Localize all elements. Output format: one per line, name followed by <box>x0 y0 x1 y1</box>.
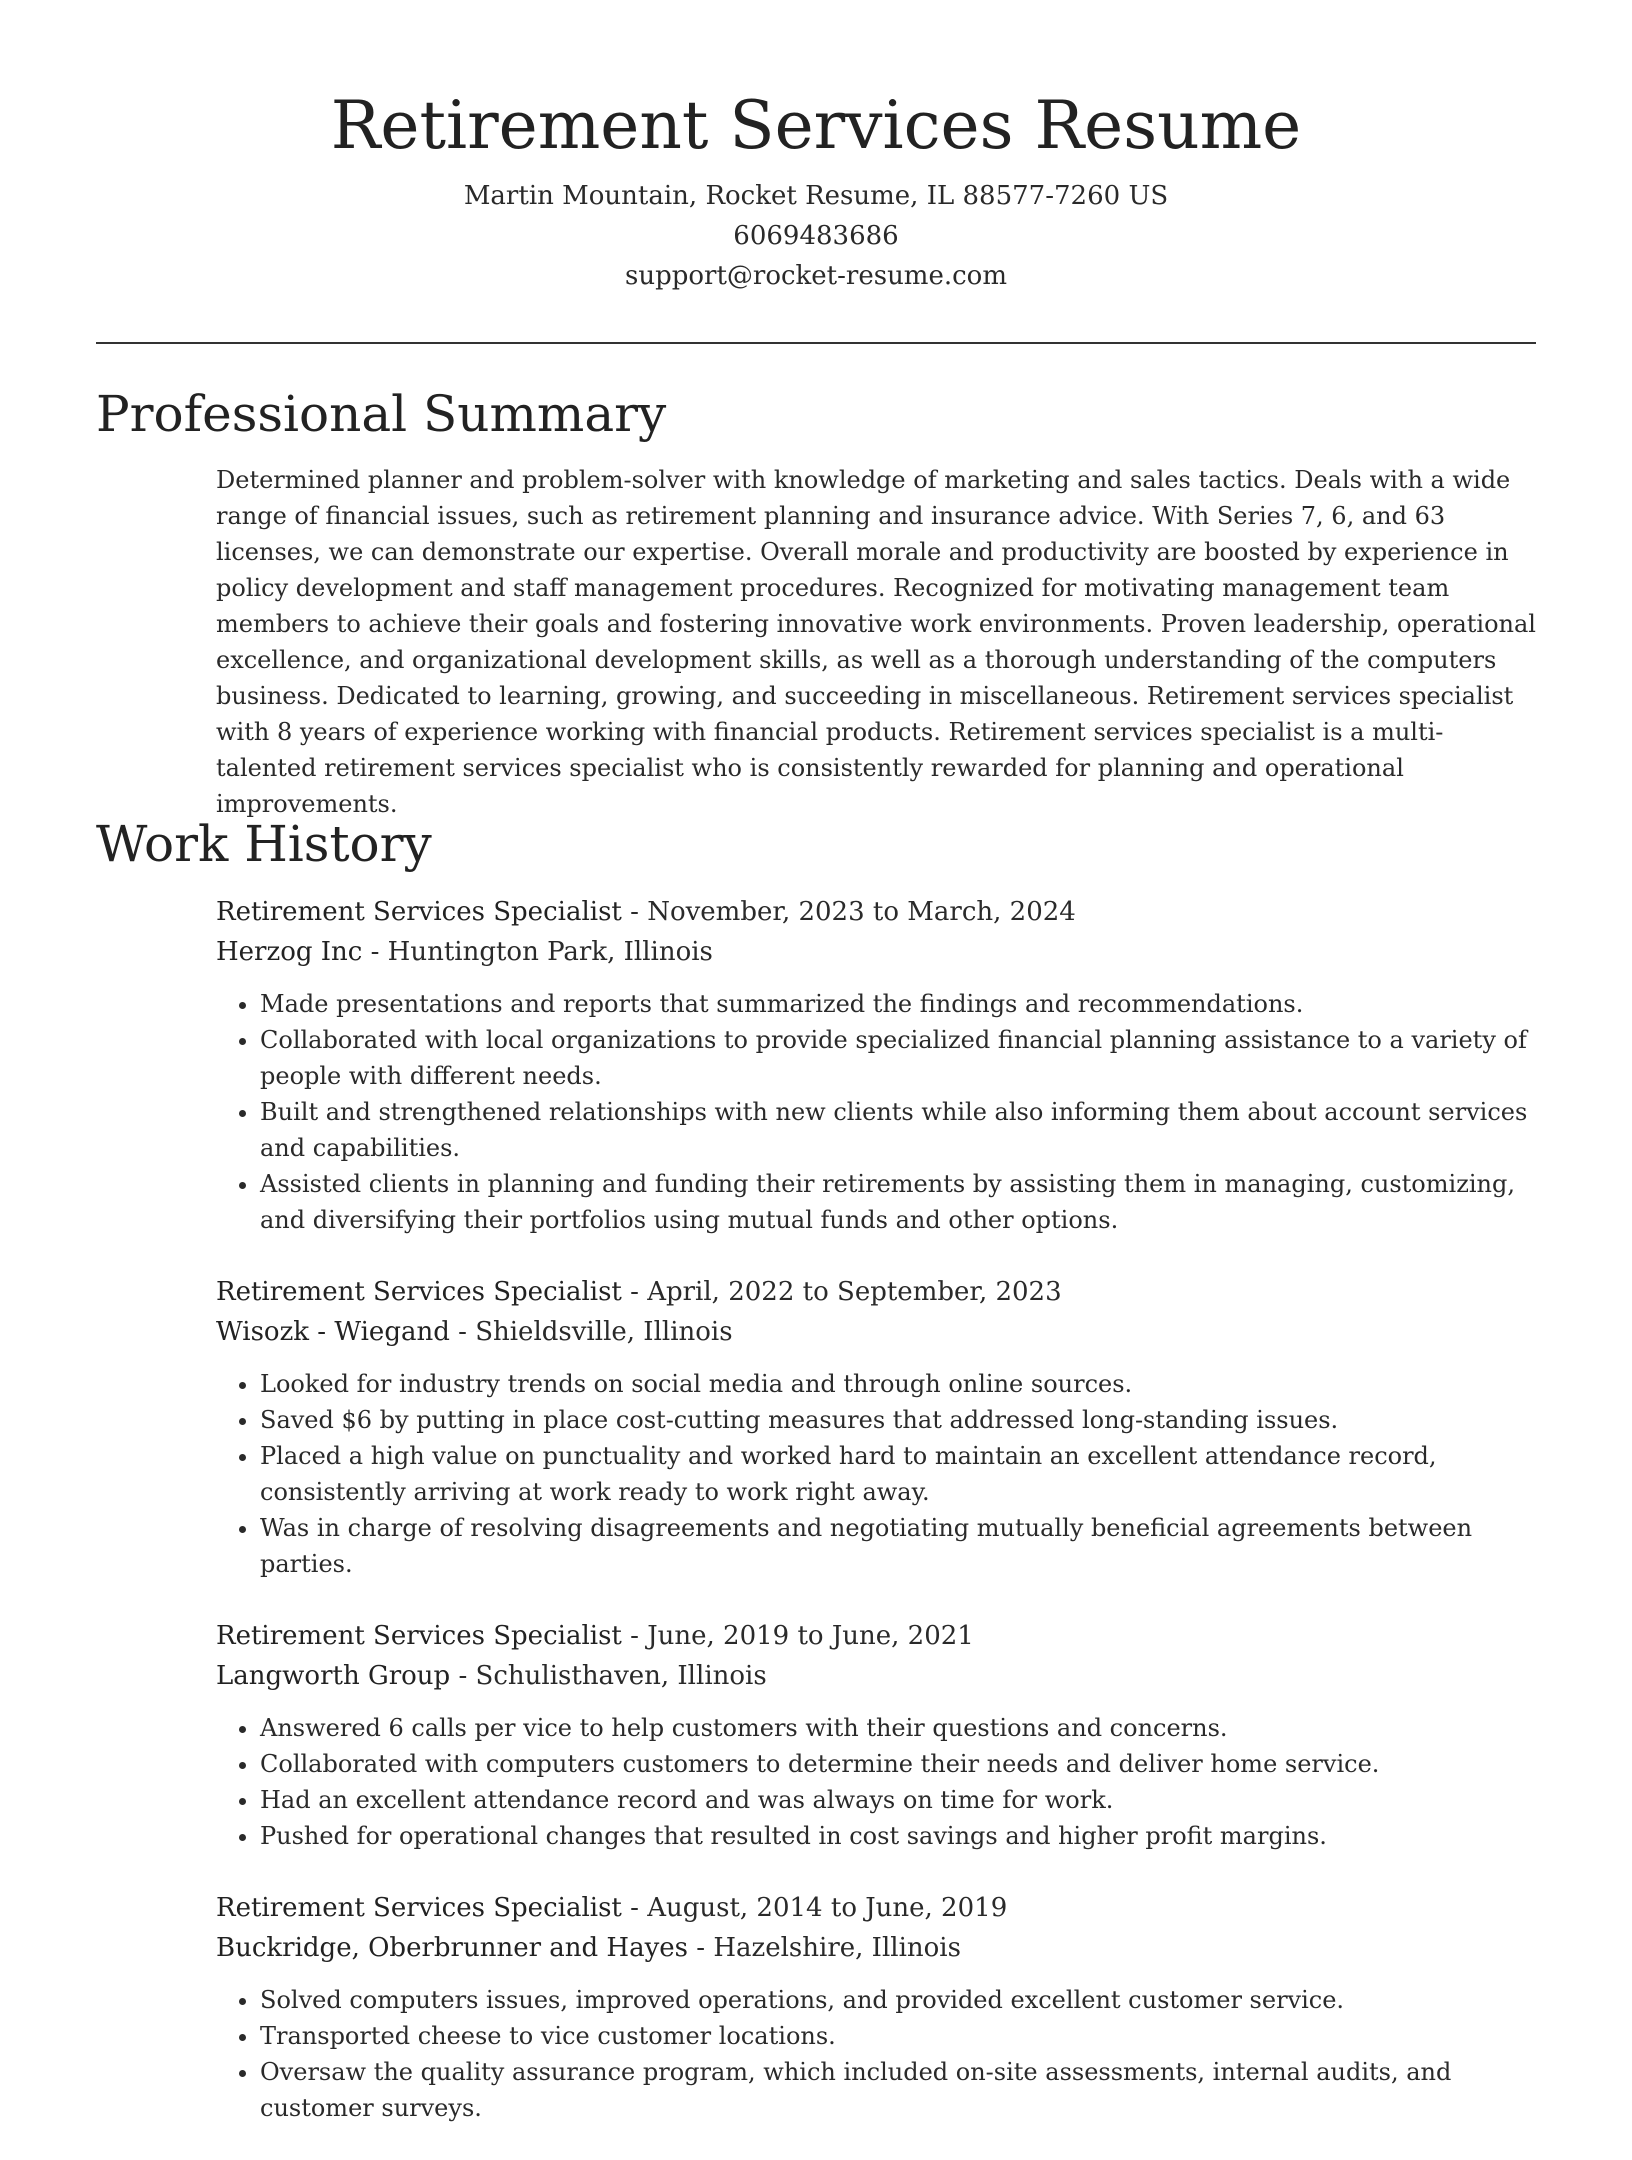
job-title-line <box>216 1616 1538 1656</box>
job-dates: June, 2019 to June, 2021 <box>647 1621 974 1651</box>
job-company: Buckridge, Oberbrunner and Hayes <box>216 1933 689 1963</box>
header-divider <box>96 342 1536 344</box>
job-bullet-list <box>216 986 1538 1238</box>
job-dates: November, 2023 to March, 2024 <box>647 897 1076 927</box>
contact-address: Martin Mountain, Rocket Resume, IL 88577-7260 US <box>463 181 1169 211</box>
job-dates: April, 2022 to September, 2023 <box>647 1277 1062 1307</box>
job-entry <box>216 1888 1538 2126</box>
job-bullet: • Collaborated with computers customers to determine their needs and deliver home service. <box>260 1746 1538 1782</box>
summary-text: Determined planner and problem-solver with knowledge of marketing and sales tactics. Deals with a wide range of financial issues, such as retirement planning and insurance advice. With Series 7, 6, and 63 licenses, we can demonstrate our expertise. Overall morale and productivity are boosted by experience in policy development and staff management procedures. Recognized for motivating management team members to achieve their goals and fostering innovative work environments. Proven leadership, operational excellence, and organizational development skills, as well as a thorough understanding of the computers business. Dedicated to learning, growing, and succeeding in miscellaneous. Retirement services specialist with 8 years of experience working with financial products. Retirement services specialist is a multi-talented retirement services specialist who is consistently rewarded for planning and operational improvements. <box>216 466 1536 818</box>
separator: - <box>621 1277 648 1307</box>
job-bullet: • Made presentations and reports that summarized the findings and recommendations. <box>260 986 1538 1022</box>
separator: - <box>688 1933 714 1963</box>
job-location: Huntington Park, Illinois <box>387 937 713 967</box>
job-location: Hazelshire, Illinois <box>713 1933 961 1963</box>
job-bullet: • Built and strengthened relationships with new clients while also informing them about account services and capabilities. <box>260 1094 1538 1166</box>
separator: - <box>449 1317 476 1347</box>
job-bullet: • Saved $6 by putting in place cost-cutting measures that addressed long-standing issues. <box>260 1402 1538 1438</box>
separator: - <box>450 1661 476 1691</box>
job-bullet-list <box>216 1982 1538 2126</box>
job-bullet-list <box>216 1710 1538 1854</box>
job-company-line <box>216 1312 1538 1352</box>
resume-header <box>0 82 1632 296</box>
job-title-line <box>216 892 1538 932</box>
job-bullet: • Solved computers issues, improved operations, and provided excellent customer service. <box>260 1982 1538 2018</box>
job-bullet: • Collaborated with local organizations to provide specialized financial planning assistance to a variety of people with different needs. <box>260 1022 1538 1094</box>
job-title: Retirement Services Specialist <box>216 1621 622 1651</box>
work-history-list <box>216 892 1538 2160</box>
work-history-heading: Work History <box>96 815 432 873</box>
separator: - <box>621 897 648 927</box>
job-title-line <box>216 1272 1538 1312</box>
job-bullet: • Pushed for operational changes that resulted in cost savings and higher profit margins. <box>260 1818 1538 1854</box>
job-company: Langworth Group <box>216 1661 451 1691</box>
job-company: Wisozk - Wiegand <box>216 1317 450 1347</box>
job-dates: August, 2014 to June, 2019 <box>647 1893 1008 1923</box>
job-bullet: • Transported cheese to vice customer locations. <box>260 2018 1538 2054</box>
job-company-line <box>216 1656 1538 1696</box>
separator: - <box>621 1893 648 1923</box>
contact-email: support@rocket-resume.com <box>624 261 1007 291</box>
job-title-line <box>216 1888 1538 1928</box>
summary-heading: Professional Summary <box>96 385 667 443</box>
separator: - <box>621 1621 648 1651</box>
job-bullet: • Had an excellent attendance record and was always on time for work. <box>260 1782 1538 1818</box>
job-company: Herzog Inc <box>216 937 363 967</box>
separator: - <box>362 937 388 967</box>
job-entry <box>216 892 1538 1238</box>
job-company-line <box>216 1928 1538 1968</box>
job-location: Schulisthaven, Illinois <box>475 1661 767 1691</box>
job-bullet: • Was in charge of resolving disagreements and negotiating mutually beneficial agreements between parties. <box>260 1510 1538 1582</box>
job-entry <box>216 1616 1538 1854</box>
job-title: Retirement Services Specialist <box>216 1893 622 1923</box>
summary-body <box>216 462 1538 822</box>
job-bullet-list <box>216 1366 1538 1582</box>
contact-phone: 6069483686 <box>733 221 899 251</box>
job-bullet: • Assisted clients in planning and funding their retirements by assisting them in managing, customizing, and diversifying their portfolios using mutual funds and other options. <box>260 1166 1538 1238</box>
job-title: Retirement Services Specialist <box>216 1277 622 1307</box>
resume-title: Retirement Services Resume <box>330 87 1302 164</box>
job-title: Retirement Services Specialist <box>216 897 622 927</box>
job-bullet: • Placed a high value on punctuality and worked hard to maintain an excellent attendance record, consistently arriving at work ready to work right away. <box>260 1438 1538 1510</box>
job-company-line <box>216 932 1538 972</box>
job-bullet: • Answered 6 calls per vice to help customers with their questions and concerns. <box>260 1710 1538 1746</box>
job-location: Shieldsville, Illinois <box>475 1317 733 1347</box>
job-entry <box>216 1272 1538 1582</box>
job-bullet: • Oversaw the quality assurance program, which included on-site assessments, internal audits, and customer surveys. <box>260 2054 1538 2126</box>
job-bullet: • Looked for industry trends on social media and through online sources. <box>260 1366 1538 1402</box>
